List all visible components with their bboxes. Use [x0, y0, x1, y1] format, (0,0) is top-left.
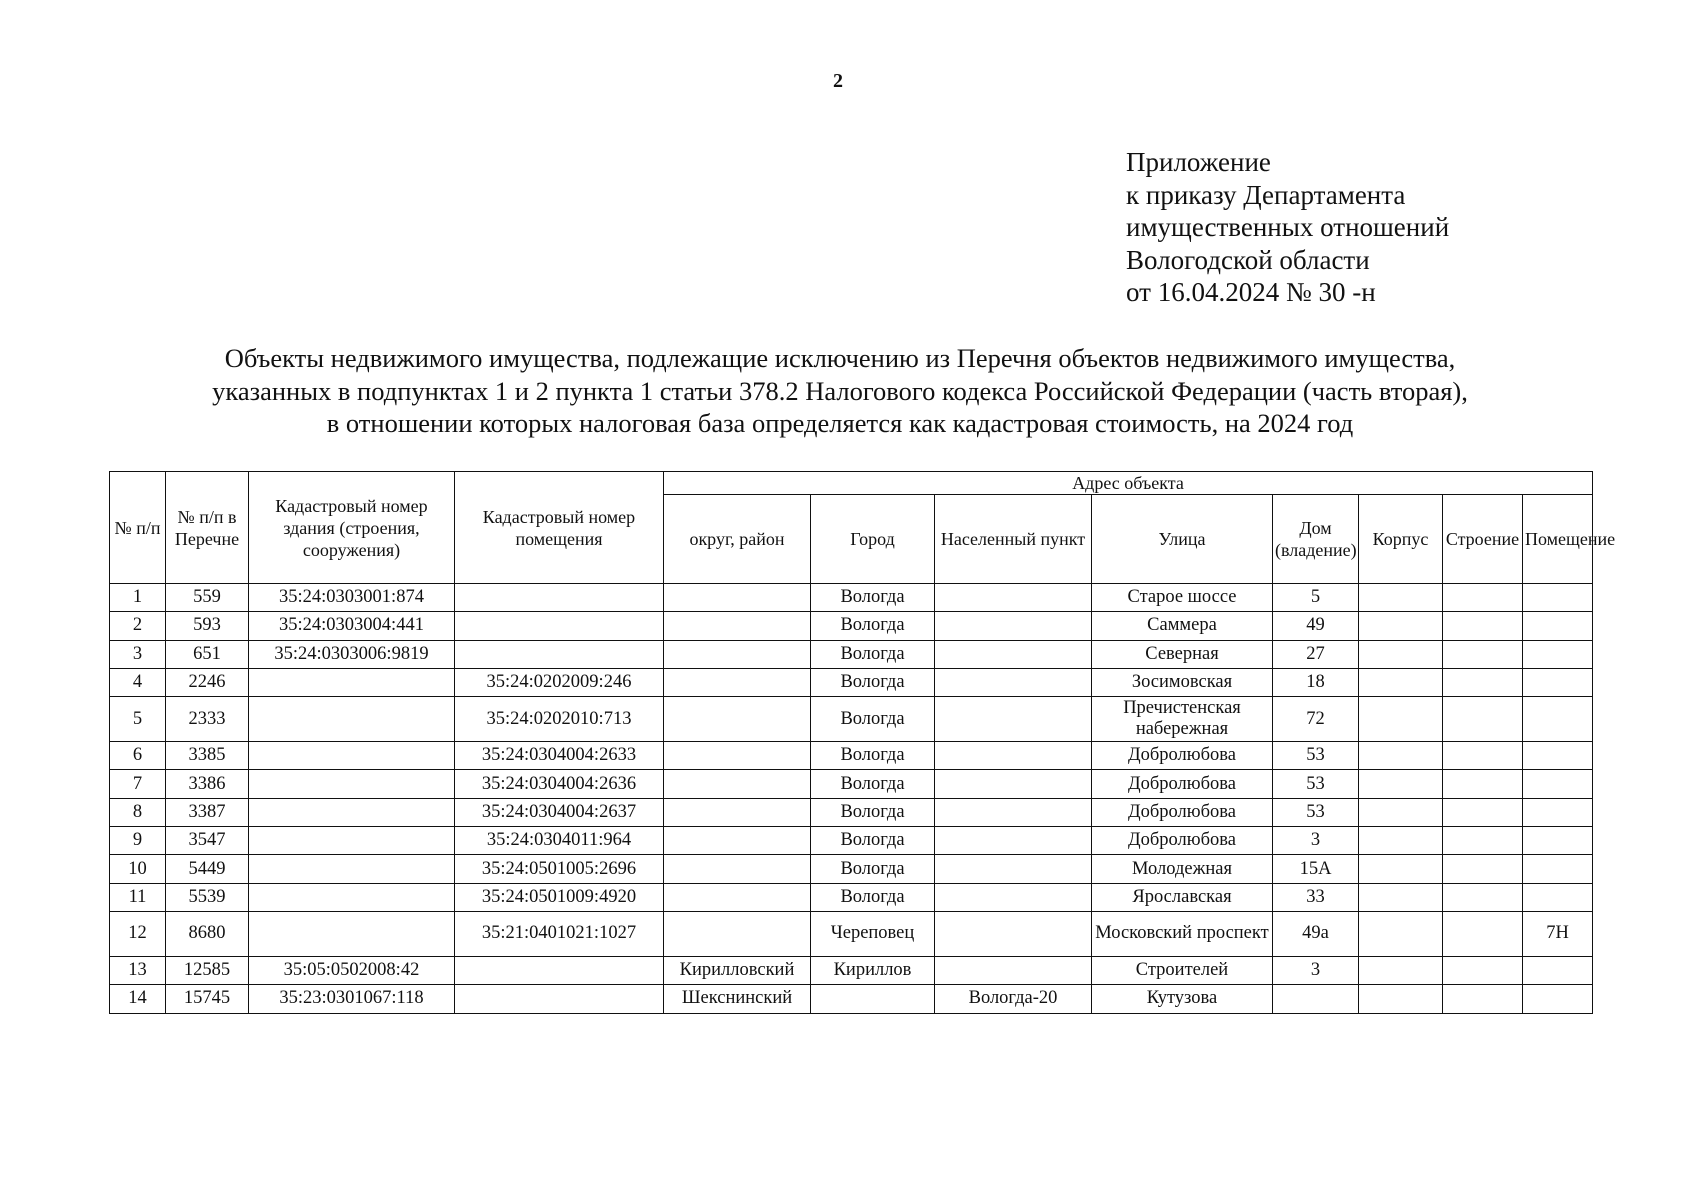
cell-num: 14: [110, 985, 166, 1013]
cell-stroenie: [1443, 770, 1523, 798]
cell-house: 53: [1273, 770, 1359, 798]
cell-settlement: [935, 640, 1092, 668]
cell-city: Кириллов: [811, 956, 935, 984]
cell-house: 15А: [1273, 855, 1359, 883]
cell-room-cadastral: 35:24:0304004:2637: [455, 798, 664, 826]
cell-house: 3: [1273, 956, 1359, 984]
cell-street: Пречистенская набережная: [1092, 697, 1273, 742]
cell-city: Вологда: [811, 640, 935, 668]
cell-building-cadastral: [249, 742, 455, 770]
cell-korpus: [1359, 584, 1443, 612]
cell-street: Добролюбова: [1092, 742, 1273, 770]
table-row: [110, 883, 1593, 911]
cell-building-cadastral: 35:24:0303006:9819: [249, 640, 455, 668]
cell-list-num: 8680: [166, 911, 249, 956]
cell-stroenie: [1443, 668, 1523, 696]
cell-stroenie: [1443, 883, 1523, 911]
cell-room-cadastral: [455, 584, 664, 612]
cell-stroenie: [1443, 584, 1523, 612]
header-address-group: Адрес объекта: [664, 472, 1593, 495]
table-row: [110, 612, 1593, 640]
cell-street: Строителей: [1092, 956, 1273, 984]
cell-room-cadastral: 35:24:0501009:4920: [455, 883, 664, 911]
appendix-line: Приложение: [1126, 147, 1271, 177]
cell-korpus: [1359, 956, 1443, 984]
cell-district: [664, 883, 811, 911]
cell-settlement: [935, 883, 1092, 911]
cell-list-num: 3386: [166, 770, 249, 798]
cell-district: [664, 855, 811, 883]
cell-room-cadastral: 35:24:0501005:2696: [455, 855, 664, 883]
cell-num: 9: [110, 827, 166, 855]
cell-room-cadastral: 35:24:0202010:713: [455, 697, 664, 742]
cell-city: [811, 985, 935, 1013]
cell-settlement: [935, 584, 1092, 612]
title-line: в отношении которых налоговая база определяется как кадастровая стоимость, на 2024 год: [326, 408, 1354, 438]
cell-city: Вологда: [811, 612, 935, 640]
cell-stroenie: [1443, 612, 1523, 640]
cell-building-cadastral: 35:24:0303004:441: [249, 612, 455, 640]
cell-building-cadastral: [249, 668, 455, 696]
cell-stroenie: [1443, 827, 1523, 855]
cell-pomeshchenie: [1523, 956, 1593, 984]
cell-korpus: [1359, 612, 1443, 640]
cell-city: Вологда: [811, 697, 935, 742]
cell-pomeshchenie: [1523, 668, 1593, 696]
cell-house: 72: [1273, 697, 1359, 742]
cell-house: 49: [1273, 612, 1359, 640]
cell-settlement: [935, 742, 1092, 770]
cell-district: Кирилловский: [664, 956, 811, 984]
header-house: Дом (владение): [1273, 495, 1359, 584]
cell-korpus: [1359, 883, 1443, 911]
cell-num: 2: [110, 612, 166, 640]
cell-stroenie: [1443, 985, 1523, 1013]
cell-building-cadastral: [249, 827, 455, 855]
cell-city: Вологда: [811, 584, 935, 612]
title-line: указанных в подпунктах 1 и 2 пункта 1 статьи 378.2 Налогового кодекса Российской Федерации (часть вторая),: [212, 375, 1468, 406]
cell-list-num: 593: [166, 612, 249, 640]
cell-house: [1273, 985, 1359, 1013]
cell-room-cadastral: [455, 640, 664, 668]
cell-building-cadastral: 35:23:0301067:118: [249, 985, 455, 1013]
cell-city: Вологда: [811, 668, 935, 696]
cell-building-cadastral: [249, 697, 455, 742]
cell-stroenie: [1443, 742, 1523, 770]
appendix-line: к приказу Департамента: [1126, 179, 1406, 210]
appendix-block: [1126, 146, 1449, 309]
cell-settlement: [935, 855, 1092, 883]
cell-street: Добролюбова: [1092, 798, 1273, 826]
table-row: [110, 956, 1593, 984]
cell-district: [664, 668, 811, 696]
cell-num: 6: [110, 742, 166, 770]
cell-house: 53: [1273, 742, 1359, 770]
document-title: [60, 342, 1620, 440]
header-building-cadastral: Кадастровый номер здания (строения, сооружения): [249, 472, 455, 584]
appendix-line: от 16.04.2024 № 30 -н: [1126, 277, 1376, 307]
table-row: [110, 855, 1593, 883]
cell-room-cadastral: 35:24:0304004:2636: [455, 770, 664, 798]
table-row: [110, 911, 1593, 956]
cell-building-cadastral: [249, 883, 455, 911]
header-pomeshchenie: Помещение: [1523, 495, 1593, 584]
cell-room-cadastral: [455, 985, 664, 1013]
cell-list-num: 3387: [166, 798, 249, 826]
cell-street: Старое шоссе: [1092, 584, 1273, 612]
header-num: № п/п: [110, 472, 166, 584]
cell-pomeshchenie: [1523, 612, 1593, 640]
cell-city: Вологда: [811, 770, 935, 798]
cell-settlement: [935, 798, 1092, 826]
cell-list-num: 12585: [166, 956, 249, 984]
cell-building-cadastral: 35:24:0303001:874: [249, 584, 455, 612]
cell-list-num: 3385: [166, 742, 249, 770]
cell-num: 12: [110, 911, 166, 956]
cell-settlement: [935, 911, 1092, 956]
cell-street: Добролюбова: [1092, 770, 1273, 798]
header-list-num: № п/п в Перечне: [166, 472, 249, 584]
cell-room-cadastral: [455, 612, 664, 640]
cell-settlement: [935, 827, 1092, 855]
cell-pomeshchenie: [1523, 640, 1593, 668]
table-row: [110, 640, 1593, 668]
header-street: Улица: [1092, 495, 1273, 584]
cell-num: 8: [110, 798, 166, 826]
cell-pomeshchenie: 7Н: [1523, 911, 1593, 956]
cell-room-cadastral: [455, 956, 664, 984]
cell-street: Северная: [1092, 640, 1273, 668]
table-row: [110, 827, 1593, 855]
cell-pomeshchenie: [1523, 742, 1593, 770]
cell-korpus: [1359, 911, 1443, 956]
cell-street: Добролюбова: [1092, 827, 1273, 855]
cell-settlement: [935, 668, 1092, 696]
table-row: [110, 742, 1593, 770]
header-district: округ, район: [664, 495, 811, 584]
cell-num: 11: [110, 883, 166, 911]
cell-district: [664, 640, 811, 668]
cell-stroenie: [1443, 798, 1523, 826]
cell-city: Вологда: [811, 742, 935, 770]
cell-district: [664, 911, 811, 956]
cell-stroenie: [1443, 640, 1523, 668]
cell-district: [664, 798, 811, 826]
cell-city: Вологда: [811, 798, 935, 826]
cell-building-cadastral: [249, 770, 455, 798]
cell-pomeshchenie: [1523, 883, 1593, 911]
cell-pomeshchenie: [1523, 798, 1593, 826]
cell-list-num: 2333: [166, 697, 249, 742]
cell-building-cadastral: [249, 911, 455, 956]
cell-pomeshchenie: [1523, 770, 1593, 798]
cell-korpus: [1359, 827, 1443, 855]
cell-settlement: [935, 956, 1092, 984]
cell-num: 7: [110, 770, 166, 798]
cell-room-cadastral: 35:24:0304004:2633: [455, 742, 664, 770]
cell-korpus: [1359, 742, 1443, 770]
cell-house: 27: [1273, 640, 1359, 668]
header-room-cadastral: Кадастровый номер помещения: [455, 472, 664, 584]
cell-district: [664, 827, 811, 855]
cell-house: 49а: [1273, 911, 1359, 956]
cell-pomeshchenie: [1523, 584, 1593, 612]
cell-list-num: 15745: [166, 985, 249, 1013]
cell-stroenie: [1443, 956, 1523, 984]
cell-num: 13: [110, 956, 166, 984]
table-row: [110, 798, 1593, 826]
cell-street: Ярославская: [1092, 883, 1273, 911]
cell-settlement: [935, 697, 1092, 742]
cell-street: Зосимовская: [1092, 668, 1273, 696]
cell-settlement: [935, 612, 1092, 640]
cell-num: 3: [110, 640, 166, 668]
cell-num: 5: [110, 697, 166, 742]
cell-list-num: 559: [166, 584, 249, 612]
page-number: 2: [833, 70, 843, 92]
cell-num: 1: [110, 584, 166, 612]
cell-korpus: [1359, 798, 1443, 826]
cell-num: 10: [110, 855, 166, 883]
cell-korpus: [1359, 985, 1443, 1013]
cell-house: 33: [1273, 883, 1359, 911]
table-row: [110, 584, 1593, 612]
cell-city: Вологда: [811, 883, 935, 911]
cell-house: 5: [1273, 584, 1359, 612]
cell-district: [664, 584, 811, 612]
header-stroenie: Строение: [1443, 495, 1523, 584]
title-line: Объекты недвижимого имущества, подлежащие исключению из Перечня объектов недвижимого имущества,: [224, 343, 1456, 373]
cell-street: Московский проспект: [1092, 911, 1273, 956]
table-row: [110, 985, 1593, 1013]
cell-num: 4: [110, 668, 166, 696]
cell-list-num: 651: [166, 640, 249, 668]
cell-street: Саммера: [1092, 612, 1273, 640]
cell-pomeshchenie: [1523, 985, 1593, 1013]
cell-settlement: Вологда-20: [935, 985, 1092, 1013]
cell-pomeshchenie: [1523, 855, 1593, 883]
header-korpus: Корпус: [1359, 495, 1443, 584]
cell-pomeshchenie: [1523, 697, 1593, 742]
cell-list-num: 5539: [166, 883, 249, 911]
cell-list-num: 3547: [166, 827, 249, 855]
cell-building-cadastral: [249, 855, 455, 883]
cell-room-cadastral: 35:24:0202009:246: [455, 668, 664, 696]
cell-house: 53: [1273, 798, 1359, 826]
cell-korpus: [1359, 668, 1443, 696]
cell-district: [664, 697, 811, 742]
cell-pomeshchenie: [1523, 827, 1593, 855]
cell-room-cadastral: 35:24:0304011:964: [455, 827, 664, 855]
cell-house: 3: [1273, 827, 1359, 855]
cell-city: Череповец: [811, 911, 935, 956]
appendix-line: имущественных отношений: [1126, 212, 1450, 242]
cell-room-cadastral: 35:21:0401021:1027: [455, 911, 664, 956]
table-body: [110, 584, 1593, 1014]
cell-stroenie: [1443, 855, 1523, 883]
header-settlement: Населенный пункт: [935, 495, 1092, 584]
cell-district: [664, 612, 811, 640]
cell-list-num: 5449: [166, 855, 249, 883]
table-row: [110, 770, 1593, 798]
appendix-line: Вологодской области: [1126, 244, 1370, 275]
cell-city: Вологда: [811, 827, 935, 855]
cell-settlement: [935, 770, 1092, 798]
cell-list-num: 2246: [166, 668, 249, 696]
cell-korpus: [1359, 855, 1443, 883]
cell-building-cadastral: 35:05:0502008:42: [249, 956, 455, 984]
cell-korpus: [1359, 640, 1443, 668]
cell-stroenie: [1443, 911, 1523, 956]
cell-stroenie: [1443, 697, 1523, 742]
cell-district: Шекснинский: [664, 985, 811, 1013]
cell-district: [664, 742, 811, 770]
table-row: [110, 668, 1593, 696]
objects-table: [109, 471, 1616, 1014]
header-city: Город: [811, 495, 935, 584]
cell-building-cadastral: [249, 798, 455, 826]
cell-city: Вологда: [811, 855, 935, 883]
table-row: [110, 697, 1593, 742]
cell-district: [664, 770, 811, 798]
cell-korpus: [1359, 770, 1443, 798]
cell-street: Молодежная: [1092, 855, 1273, 883]
cell-korpus: [1359, 697, 1443, 742]
cell-street: Кутузова: [1092, 985, 1273, 1013]
cell-house: 18: [1273, 668, 1359, 696]
